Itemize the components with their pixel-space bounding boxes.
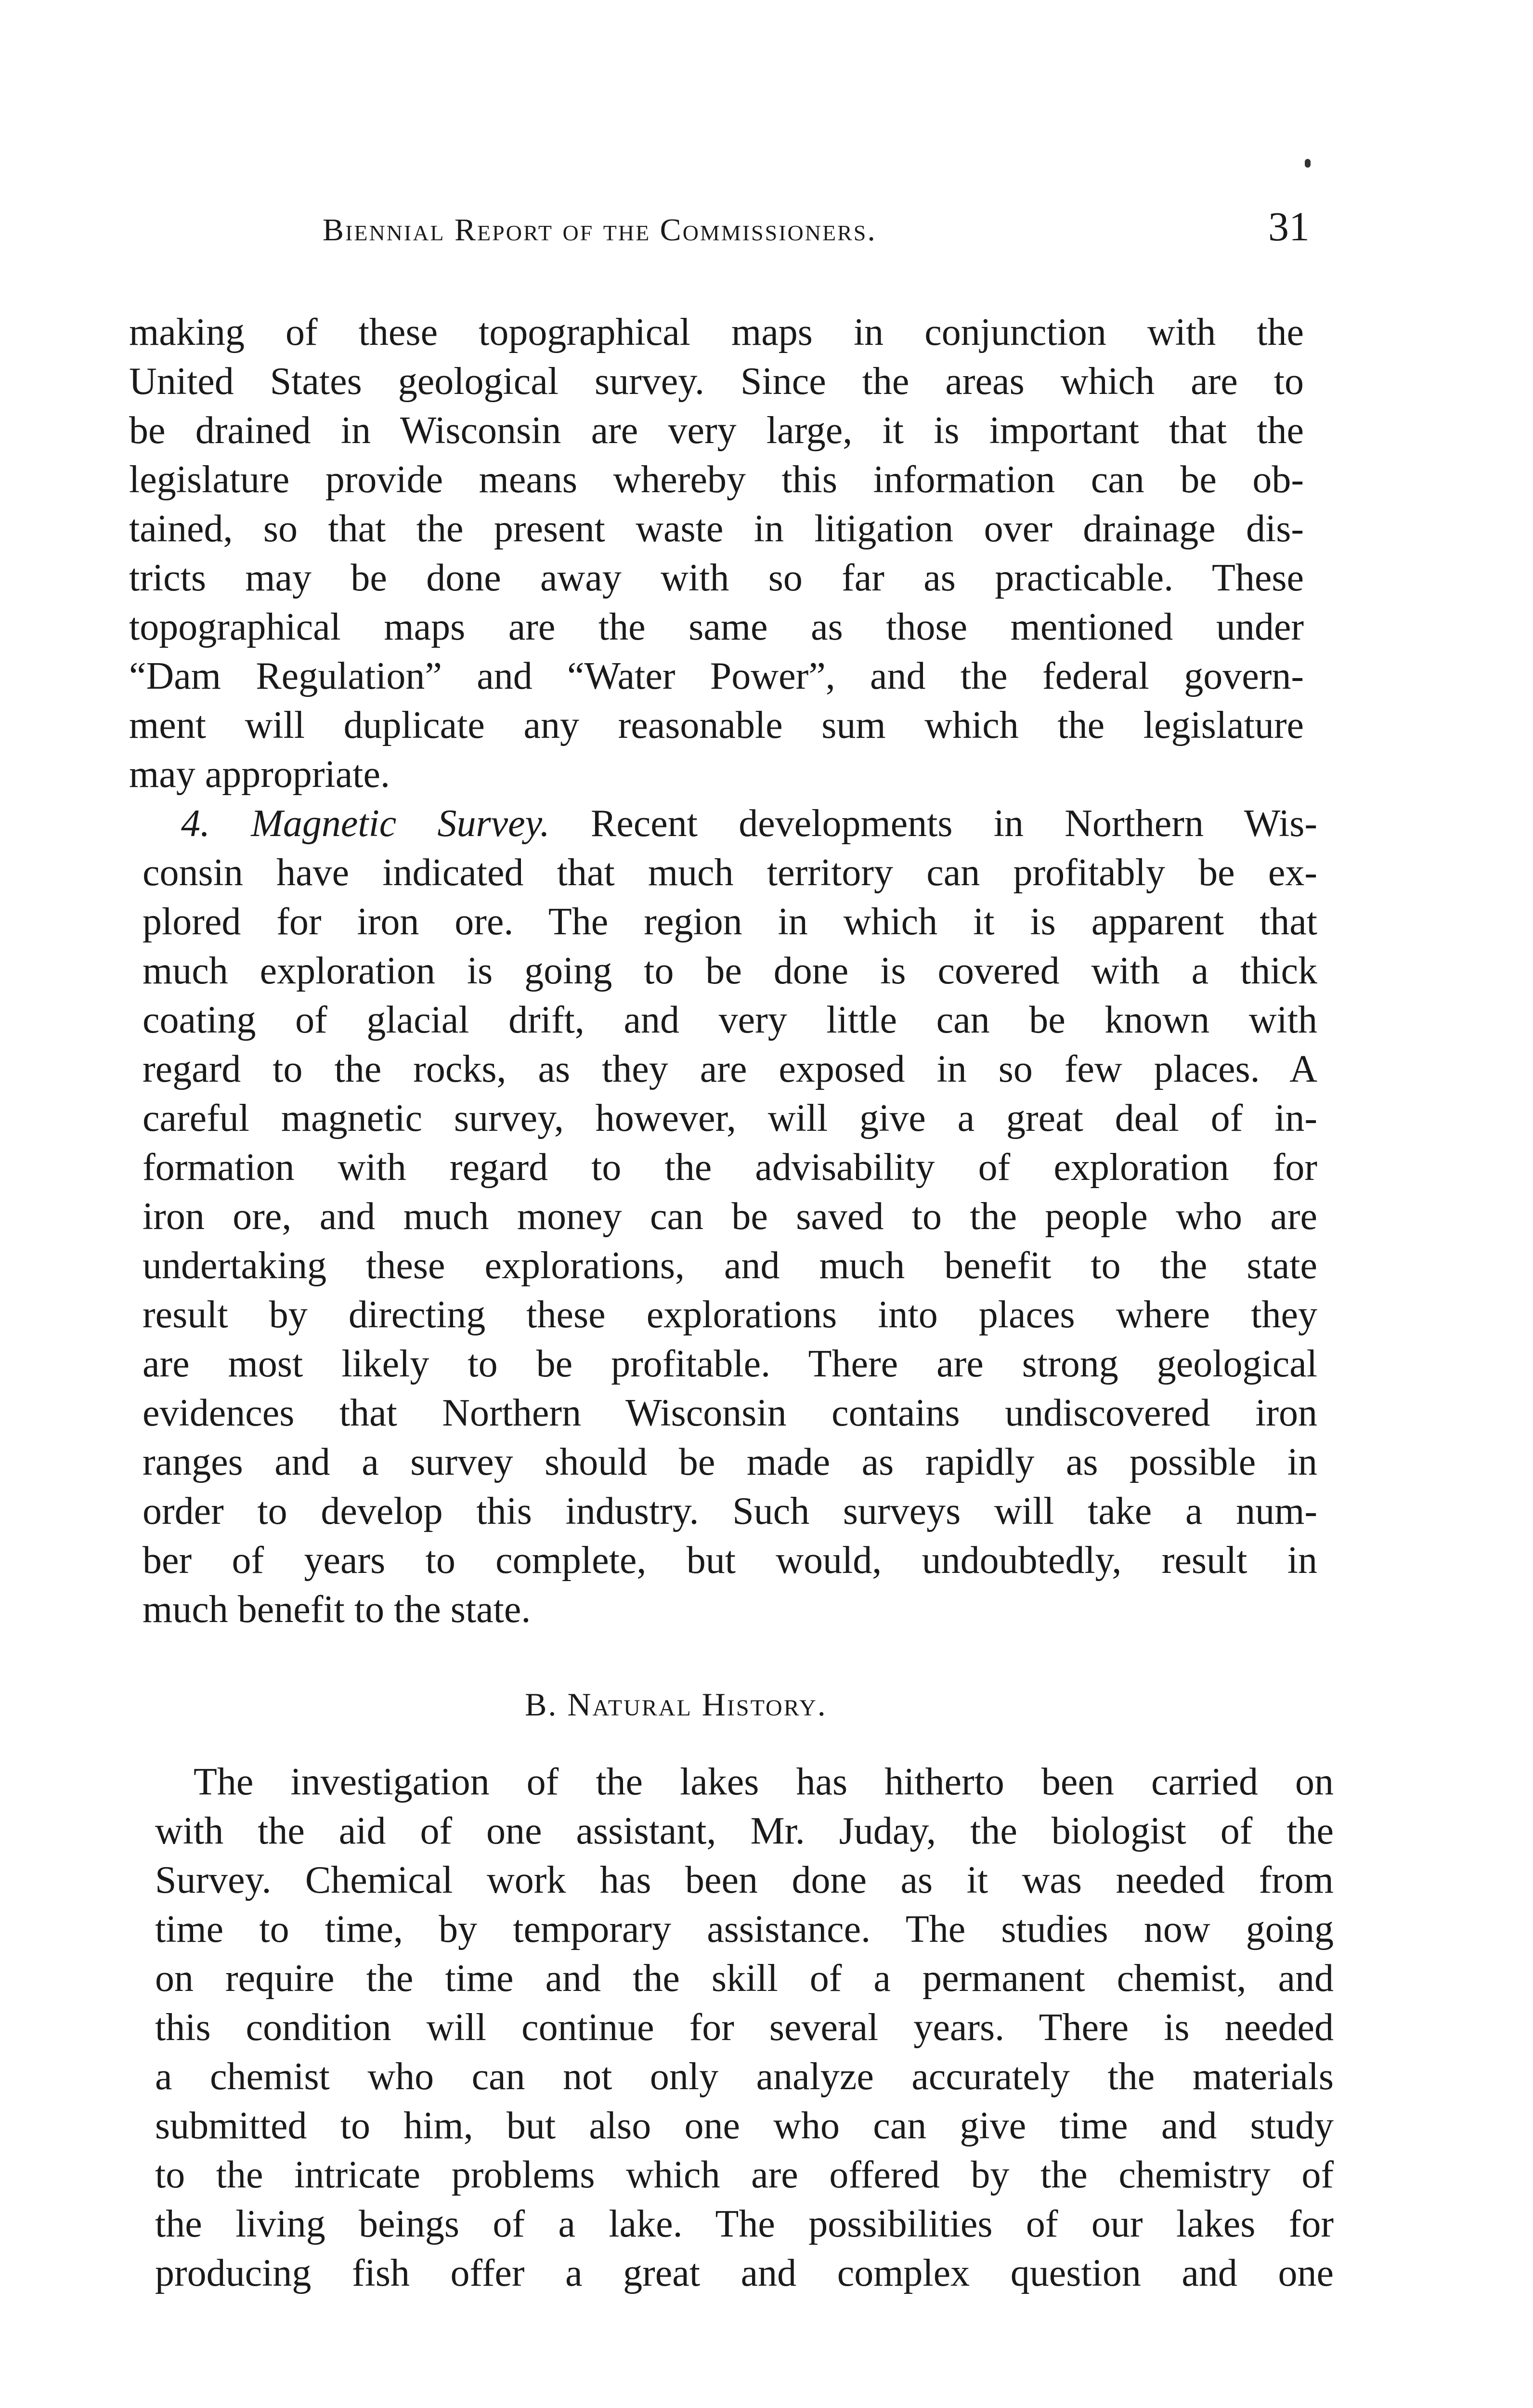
text-line: legislature provide means whereby this information can be ob- [129,458,1304,501]
text-line: consin have indicated that much territory can profitably be ex- [143,851,1317,894]
text-line: are most likely to be profitable. There are strong geological [143,1343,1317,1385]
text-line: time to time, by temporary assistance. The studies now going [155,1908,1334,1950]
text-line: “Dam Regulation” and “Water Power”, and the federal govern- [129,655,1304,697]
text-line: topographical maps are the same as those mentioned under [129,606,1304,648]
text-line: much exploration is going to be done is covered with a thick [143,950,1317,992]
text-line: result by directing these explorations into places where they [143,1294,1317,1336]
text-line: producing fish offer a great and complex question and one [155,2252,1334,2294]
text-line: a chemist who can not only analyze accurately the materials [155,2055,1334,2098]
text-line: plored for iron ore. The region in which it is apparent that [143,901,1317,943]
section-heading: B. Natural History. [525,1686,827,1723]
text-line: on require the time and the skill of a permanent chemist, and [155,1957,1334,2000]
page-number: 31 [1268,203,1310,249]
text-line: formation with regard to the advisability of exploration for [143,1146,1317,1189]
text-line: much benefit to the state. [143,1588,531,1631]
text-line: the living beings of a lake. The possibilities of our lakes for [155,2203,1334,2245]
text-line: this condition will continue for several years. There is needed [155,2006,1334,2049]
text-line: be drained in Wisconsin are very large, it is important that the [129,409,1304,452]
text-line: coating of glacial drift, and very little can be known with [143,999,1317,1041]
item-text: Recent developments in Northern Wis- [549,802,1317,845]
text-line: with the aid of one assistant, Mr. Juday, the biologist of the [155,1810,1334,1852]
text-line: The investigation of the lakes has hitherto been carried on [194,1761,1334,1803]
text-line: making of these topographical maps in conjunction with the [129,311,1304,353]
text-line: undertaking these explorations, and much benefit to the state [143,1244,1317,1287]
text-line [143,804,1317,843]
text-line: submitted to him, but also one who can give time and study [155,2105,1334,2147]
text-line: regard to the rocks, as they are exposed in so few places. A [143,1048,1317,1090]
text-line: may appropriate. [129,753,390,796]
text-line: to the intricate problems which are offered by the chemistry of [155,2154,1334,2196]
text-line: ment will duplicate any reasonable sum which the legislature [129,704,1304,746]
text-line: tricts may be done away with so far as practicable. These [129,557,1304,599]
text-line: ranges and a survey should be made as rapidly as possible in [143,1441,1317,1483]
text-line: iron ore, and much money can be saved to the people who are [143,1195,1317,1238]
text-line: tained, so that the present waste in litigation over drainage dis- [129,508,1304,550]
running-head [323,202,1310,265]
ink-speck [1305,159,1311,168]
text-line: United States geological survey. Since the areas which are to [129,360,1304,403]
text-line: evidences that Northern Wisconsin contains undiscovered iron [143,1392,1317,1434]
text-line: order to develop this industry. Such surveys will take a num- [143,1490,1317,1532]
text-line: careful magnetic survey, however, will give a great deal of in- [143,1097,1317,1139]
running-title: Biennial Report of the Commissioners. [323,212,877,248]
item-heading: 4. Magnetic Survey. [181,802,550,845]
text-line: ber of years to complete, but would, undoubtedly, result in [143,1539,1317,1582]
text-line: Survey. Chemical work has been done as it was needed from [155,1859,1334,1901]
